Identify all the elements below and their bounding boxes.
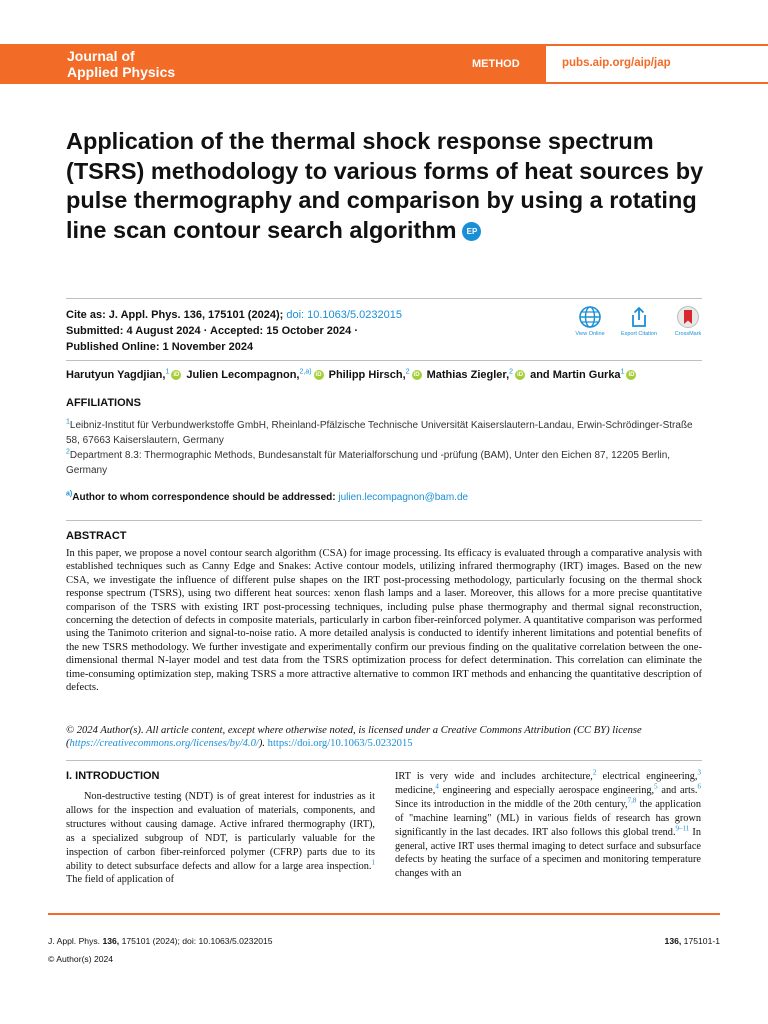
intro-right-column xyxy=(395,770,701,881)
crossmark-button[interactable] xyxy=(664,305,712,337)
author-list xyxy=(66,369,638,381)
author-name[interactable]: Harutyun Yagdjian, xyxy=(66,369,166,381)
globe-icon xyxy=(578,305,602,329)
affiliation-1 xyxy=(66,418,706,448)
cc-license-link[interactable]: https://creativecommons.org/licenses/by/4.0/ xyxy=(69,738,259,750)
reference-link[interactable]: 1 xyxy=(371,858,375,867)
export-icon xyxy=(627,305,651,329)
intro-right-text: electrical engineering, xyxy=(596,771,698,782)
intro-left-text: Non-destructive testing (NDT) is of great interest for industries as it allows for the inspection and evaluation of materials, components, and structures without causing damage. Active infrared thermography (IRT), as a specialized subgroup of NDT, is particularly valuable for the inspection of carbon fiber-reinforced polymer (CFRP) parts due to its ability to detect subsurface defects and allow for a large area inspection. xyxy=(66,791,375,872)
reference-link[interactable]: 4 xyxy=(435,782,439,791)
orcid-icon[interactable]: iD xyxy=(517,372,524,379)
intro-right-text: In general, active IRT uses thermal imaging to detect surface and subsurface defects by heating the surface of a specimen and monitoring temperature changes with an xyxy=(395,826,701,880)
introduction-heading: I. INTRODUCTION xyxy=(66,770,160,782)
footer-volume: 136, xyxy=(102,936,120,946)
journal-name-line1: Journal of xyxy=(67,48,135,64)
affiliation-1-marker: 1 xyxy=(66,418,70,426)
intro-right-text: medicine, xyxy=(395,784,436,796)
page-number xyxy=(665,936,720,946)
reference-link[interactable]: 3 xyxy=(697,768,701,777)
page-number-rest: 175101-1 xyxy=(681,936,720,946)
reference-link[interactable]: 2 xyxy=(592,768,597,777)
divider xyxy=(66,360,702,361)
intro-right-text: and arts. xyxy=(657,784,698,796)
orcid-icon[interactable]: iD xyxy=(413,372,420,379)
author-name[interactable]: Philipp Hirsch, xyxy=(328,369,406,381)
author-affiliation-ref: 1 xyxy=(620,368,625,376)
doi-link[interactable]: doi: 10.1063/5.0232015 xyxy=(286,309,402,321)
affiliations-heading: AFFILIATIONS xyxy=(66,397,141,409)
correspondence-email-link[interactable]: julien.lecompagnon@bam.de xyxy=(338,492,469,503)
author-name[interactable]: and Martin Gurka xyxy=(530,369,621,381)
editors-pick-badge[interactable]: EP xyxy=(462,222,481,241)
license-statement xyxy=(66,724,702,751)
reference-link[interactable]: 5 xyxy=(654,782,658,791)
divider xyxy=(66,298,702,299)
affiliation-2-marker: 2 xyxy=(66,448,70,456)
license-close: ). xyxy=(258,738,265,750)
article-title-text: Application of the thermal shock response spectrum (TSRS) methodology to various forms of heat sources by pulse thermography and comparison by using a rotating line scan contour search algorithm xyxy=(66,128,704,243)
doi-url-link[interactable]: https://doi.org/10.1063/5.0232015 xyxy=(267,738,413,750)
cite-rest: , 175101 (2024); xyxy=(201,309,287,321)
author-name[interactable]: Mathias Ziegler, xyxy=(426,369,510,381)
article-type: METHOD xyxy=(472,58,520,70)
correspondence-note xyxy=(66,492,468,503)
correspondence-marker: a) xyxy=(66,490,73,498)
citation-block xyxy=(66,307,402,355)
intro-right-text: engineering and especially aerospace engineering, xyxy=(438,784,655,796)
author-affiliation-ref: 2 xyxy=(405,368,410,376)
intro-right-text: the application of "machine learning" (ML) in various fields of research has grown significantly in the last decades. IRT also follows this global trend. xyxy=(395,798,701,838)
affiliation-2-text: Department 8.3: Thermographic Methods, Bundesanstalt für Materialforschung und -prüfung (BAM), Unter den Eichen 87, 12205 Berlin, Germany xyxy=(66,450,671,476)
intro-right-text: IRT is very wide and includes architecture, xyxy=(395,771,593,782)
journal-name[interactable] xyxy=(67,48,175,80)
affiliation-2 xyxy=(66,448,706,478)
abstract-heading: ABSTRACT xyxy=(66,530,127,542)
footer-citation xyxy=(48,936,273,946)
author-affiliation-ref: 1 xyxy=(165,368,170,376)
journal-name-line2: Applied Physics xyxy=(67,64,176,80)
intro-right-text: Since its introduction in the middle of the 20th century, xyxy=(395,798,628,810)
page-number-volume: 136, xyxy=(664,936,682,946)
orcid-icon[interactable]: iD xyxy=(628,372,635,379)
view-online-label: View Online xyxy=(575,331,605,337)
footer-journal: J. Appl. Phys. xyxy=(48,936,103,946)
export-citation-label: Export Citation xyxy=(620,331,658,337)
author-affiliation-ref: 2 xyxy=(509,368,514,376)
abstract-text: In this paper, we propose a novel contour search algorithm (CSA) for image processing. Its efficacy is evaluated through a comparative analysis with established techniques such as Canny Edge and Snakes: Active contour models, utilizing infrared thermography (IRT) images. Based on the new CSA, we investigate the influence of different pulse shapes on the IRT post-processing methodology, particularly focusing on the thermal shock response spectrum (TSRS), using two different heat sources: xenon flash lamps and a laser. Moreover, this allows for a more precise quantitative comparison of the TSRS with existing IRT post-processing techniques, including pulse phase thermography and thermal signal reconstruction, concerning the detection of defects in composite materials, particularly in carbon fiber-reinforced polymer. A quantitative comparison was performed using the Tanimoto criterion and signal-to-noise ratio. A more detailed analysis is conducted to identify inherent limitations and potential benefits of the new TSRS methodology. We further investigate and experimentally confirm our previous finding on the qualitative correlation between the one-dimensional thermal N-layer model and test data from the TSRS optimization process for defect determination. This correlation can eliminate the time-consuming optimization step, making TSRS a more attractive alternative to common IRT methods and enhancing the quantitative description of defects. xyxy=(66,548,702,694)
author-name[interactable]: Julien Lecompagnon, xyxy=(186,369,300,381)
orcid-icon[interactable]: iD xyxy=(173,372,180,379)
intro-left-column xyxy=(66,790,375,887)
footer-copyright: © Author(s) 2024 xyxy=(48,954,114,964)
footer-rule xyxy=(48,913,720,915)
reference-link[interactable]: 7,8 xyxy=(627,796,637,805)
crossmark-icon xyxy=(676,305,700,329)
cite-prefix: Cite as: J. Appl. Phys. xyxy=(66,309,184,321)
license-text: © 2024 Author(s). All article content, except where otherwise noted, is licensed under a Creative Commons Attribution (CC BY) license ( xyxy=(66,725,642,750)
reference-link[interactable]: 9–11 xyxy=(675,824,690,833)
divider xyxy=(66,520,702,521)
intro-left-text-end: The field of application of xyxy=(66,874,175,886)
affiliation-1-text: Leibniz-Institut für Verbundwerkstoffe GmbH, Rheinland-Pfälzische Technische Universität Kaiserslautern-Landau, Erwin-Schrödinger-Straße 58, 67663 Kaiserslautern, Germany xyxy=(66,420,693,446)
footer-citation-rest: 175101 (2024); doi: 10.1063/5.0232015 xyxy=(119,936,273,946)
reference-link[interactable]: 6 xyxy=(697,782,701,791)
correspondence-label: Author to whom correspondence should be addressed: xyxy=(72,492,339,503)
published-date: Published Online: 1 November 2024 xyxy=(66,341,254,353)
journal-url-link[interactable]: pubs.aip.org/aip/jap xyxy=(562,57,671,69)
orcid-icon[interactable]: iD xyxy=(315,372,322,379)
view-online-button[interactable] xyxy=(566,305,614,337)
submitted-dates: Submitted: 4 August 2024 · Accepted: 15 October 2024 · xyxy=(66,325,358,337)
export-citation-button[interactable] xyxy=(615,305,663,337)
divider xyxy=(66,760,702,761)
crossmark-label: CrossMark xyxy=(674,331,702,337)
author-affiliation-ref: 2,a) xyxy=(299,368,312,376)
article-title xyxy=(66,127,706,245)
cite-volume: 136 xyxy=(183,309,202,321)
